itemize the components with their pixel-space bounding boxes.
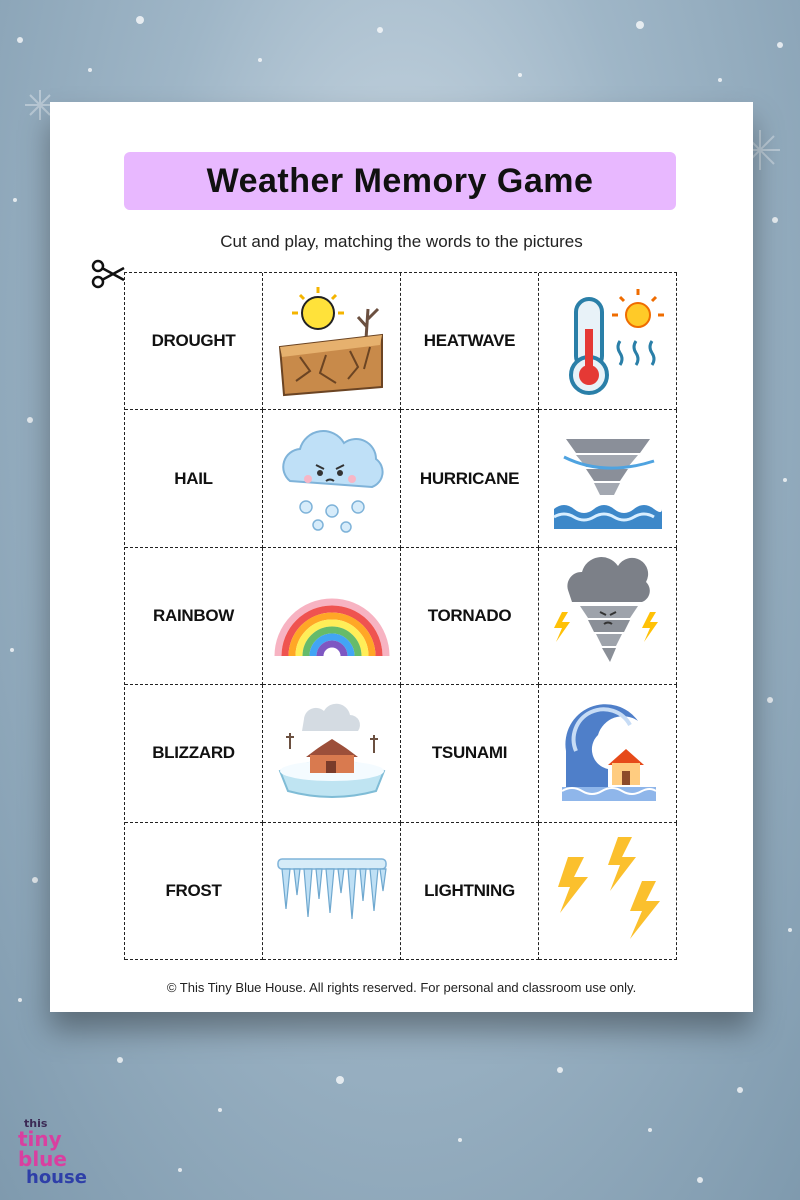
card-word[interactable] (125, 823, 263, 960)
heatwave-icon (546, 279, 670, 403)
card-word[interactable] (401, 823, 539, 960)
card-picture[interactable] (263, 685, 401, 822)
scissors-icon (90, 256, 126, 292)
card-word-label: LIGHTNING (424, 880, 515, 900)
subtitle: Cut and play, matching the words to the pictures (220, 232, 583, 251)
card-word-label: BLIZZARD (152, 743, 235, 763)
card-word[interactable] (401, 685, 539, 822)
logo-line-2: tiny blue (18, 1127, 67, 1171)
rainbow-icon (270, 554, 394, 678)
copyright-footer: © This Tiny Blue House. All rights reserved. For personal and classroom use only. (166, 980, 637, 995)
card-grid (124, 272, 677, 960)
card-word-label: HURRICANE (419, 468, 520, 488)
card-picture[interactable] (539, 823, 677, 960)
card-picture[interactable] (263, 273, 401, 410)
card-word-label: HEATWAVE (423, 331, 516, 351)
hurricane-icon (546, 417, 670, 541)
logo-line-3: house (26, 1167, 87, 1188)
card-word[interactable] (125, 410, 263, 547)
brand-logo (18, 1117, 108, 1188)
lightning-icon (546, 829, 670, 953)
hail-icon (270, 417, 394, 541)
card-word-label: RAINBOW (153, 605, 234, 625)
card-word-label: TORNADO (427, 605, 512, 625)
card-picture[interactable] (263, 823, 401, 960)
card-picture[interactable] (539, 410, 677, 547)
drought-icon (270, 279, 394, 403)
frost-icon (270, 829, 394, 953)
card-word-label: HAIL (174, 468, 213, 488)
printable-sheet (50, 102, 753, 1012)
title-banner (124, 152, 676, 210)
card-word[interactable] (125, 273, 263, 410)
card-word-label: DROUGHT (151, 331, 236, 351)
tsunami-icon (546, 691, 670, 815)
card-picture[interactable] (539, 685, 677, 822)
tornado-icon (546, 554, 670, 678)
card-picture[interactable] (263, 410, 401, 547)
card-word[interactable] (401, 273, 539, 410)
logo-line-1: this (24, 1117, 48, 1130)
page-title: Weather Memory Game (206, 161, 594, 200)
card-word[interactable] (125, 685, 263, 822)
card-picture[interactable] (539, 548, 677, 685)
card-picture[interactable] (263, 548, 401, 685)
card-word[interactable] (125, 548, 263, 685)
blizzard-icon (270, 691, 394, 815)
card-word-label: FROST (165, 880, 222, 900)
card-word-label: TSUNAMI (431, 743, 508, 763)
card-word[interactable] (401, 410, 539, 547)
card-picture[interactable] (539, 273, 677, 410)
card-word[interactable] (401, 548, 539, 685)
